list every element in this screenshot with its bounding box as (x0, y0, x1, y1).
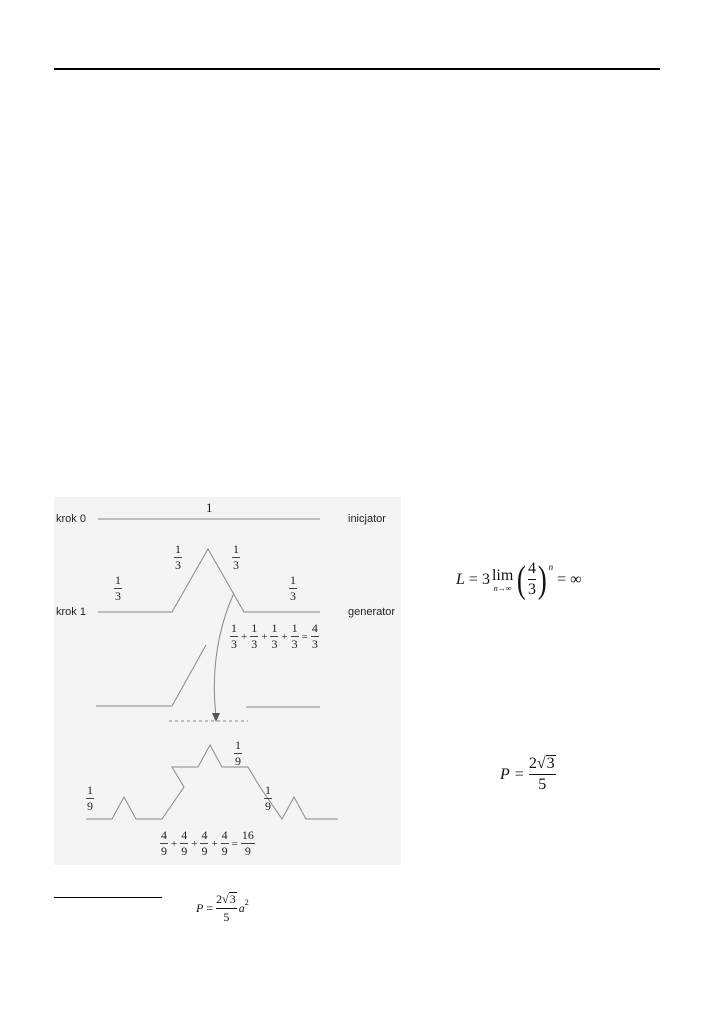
initiator-length: 1 (206, 500, 213, 515)
step1-label: krok 1 (56, 606, 86, 618)
footnote-rule (54, 897, 162, 898)
exploded-rising-segment (172, 645, 206, 706)
footnote-formula: P = 2 √ 3 5 a 2 (196, 892, 249, 924)
transfer-arrow (214, 593, 234, 717)
sum-thirds: 1 3 + 1 3 + 1 3 + 1 3 = 4 3 (231, 621, 318, 651)
fraction-right: 1 3 (290, 573, 296, 603)
step0-label: krok 0 (56, 513, 86, 525)
step2-polyline (86, 745, 338, 819)
formula-area: P = 2 √ 3 5 (500, 755, 555, 793)
fraction-ninth-top: 1 9 (235, 738, 241, 768)
generator-polyline (98, 549, 320, 612)
koch-construction-drawing (54, 497, 401, 865)
fraction-left: 1 3 (115, 573, 121, 603)
fraction-ninth-left: 1 9 (87, 783, 93, 813)
sum-ninths: 4 9 + 4 9 + 4 9 + 4 9 = 16 9 (161, 828, 254, 858)
fraction-peak-left: 1 3 (175, 542, 181, 572)
header-rule (54, 68, 660, 70)
koch-construction-figure (54, 497, 401, 865)
fraction-ninth-right: 1 9 (265, 783, 271, 813)
fraction-peak-right: 1 3 (233, 542, 239, 572)
formula-perimeter-limit: L = 3 lim n→∞ ( 4 3 ) n = ∞ (456, 558, 582, 601)
generator-label: generator (348, 606, 396, 618)
initiator-label: inicjator (348, 513, 386, 525)
